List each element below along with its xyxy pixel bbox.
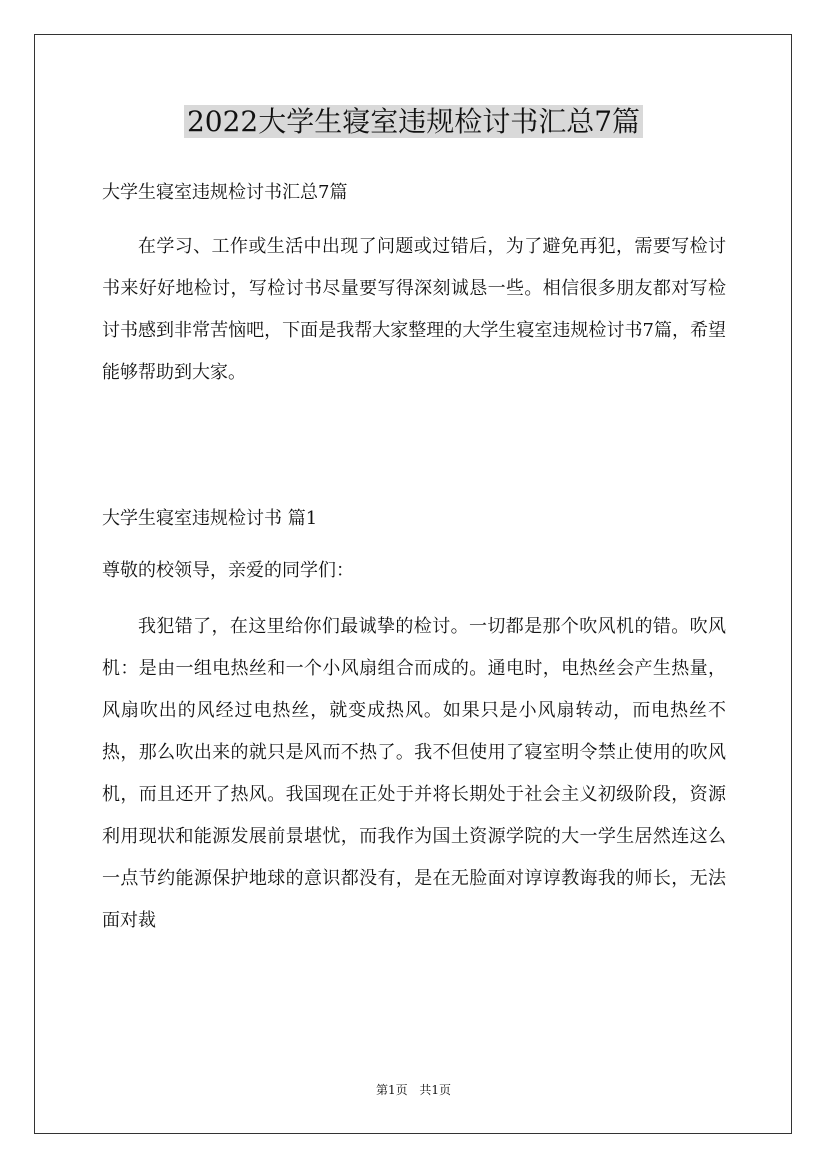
page-total: 共1页 bbox=[419, 1083, 452, 1097]
intro-paragraph: 在学习、工作或生活中出现了问题或过错后，为了避免再犯，需要写检讨书来好好地检讨，写检讨书尽量要写得深刻诚恳一些。相信很多朋友都对写检讨书感到非常苦恼吧，下面是我帮大家整理的大学生寝室违规检讨书7篇，希望能够帮助到大家。 bbox=[102, 236, 726, 383]
document-title bbox=[0, 102, 827, 142]
salutation: 尊敬的校领导，亲爱的同学们： bbox=[102, 560, 354, 581]
letter-body-paragraph: 我犯错了，在这里给你们最诚挚的检讨。一切都是那个吹风机的错。吹风机：是由一组电热丝和一个小风扇组合而成的。通电时，电热丝会产生热量，风扇吹出的风经过电热丝，就变成热风。如果只是小风扇转动，而电热丝不热，那么吹出来的就只是风而不热了。我不但使用了寝室明令禁止使用的吹风机，而且还开了热风。我国现在正处于并将长期处于社会主义初级阶段，资源利用现状和能源发展前景堪忧，而我作为国土资源学院的大一学生居然连这么一点节约能源保护地球的意识都没有，是在无脸面对谆谆教诲我的师长，无法面对裁 bbox=[102, 616, 726, 931]
document-subtitle: 大学生寝室违规检讨书汇总7篇 bbox=[102, 182, 348, 203]
document-title-text: 2022大学生寝室违规检讨书汇总7篇 bbox=[184, 105, 643, 138]
page-current: 第1页 bbox=[375, 1083, 408, 1097]
section-heading: 大学生寝室违规检讨书 篇1 bbox=[102, 508, 318, 529]
page-footer bbox=[0, 1082, 827, 1098]
